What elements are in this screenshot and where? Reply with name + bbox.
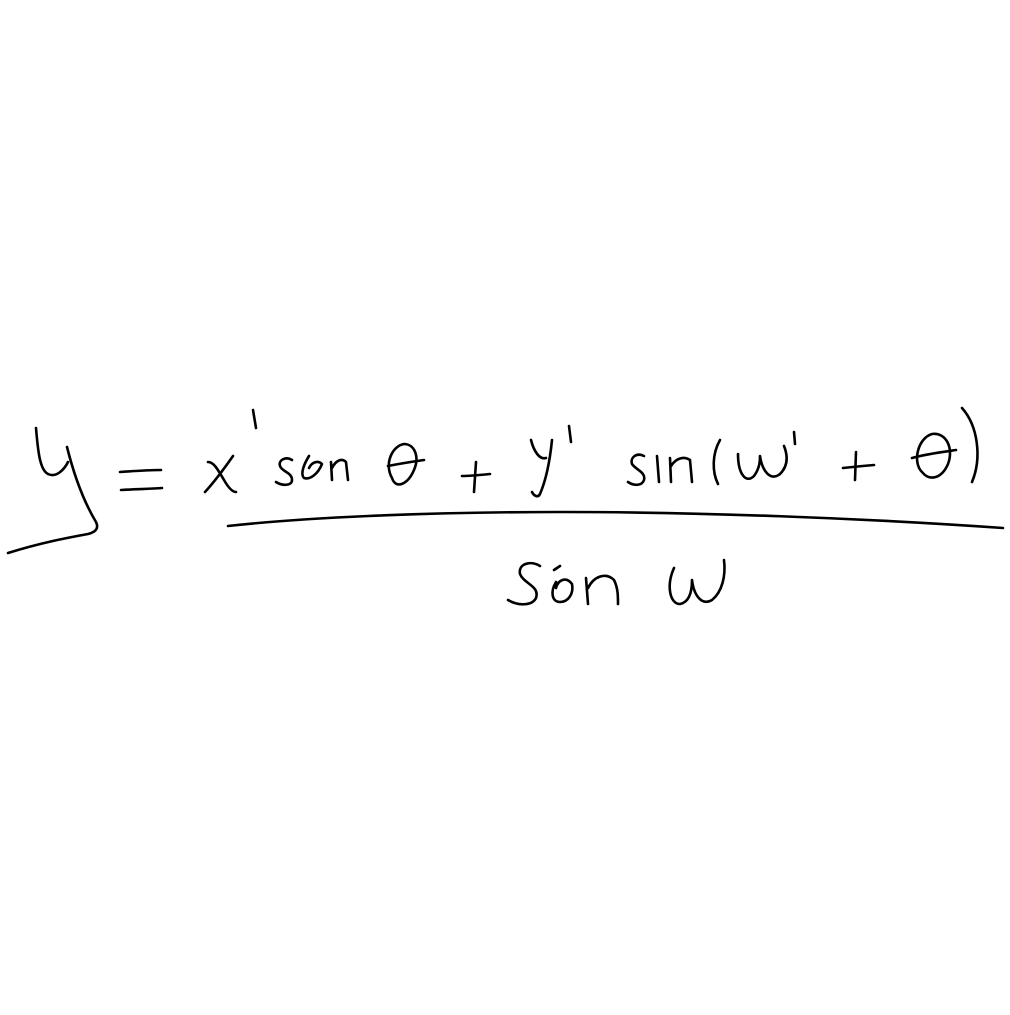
lhs-y [8, 428, 97, 553]
numerator-theta-2 [912, 434, 956, 478]
fraction-bar [228, 512, 1003, 528]
numerator-plus-2 [843, 452, 874, 480]
denominator-omega [670, 560, 725, 604]
equals-sign [120, 470, 162, 490]
numerator-y-prime [531, 426, 571, 496]
denominator-sin [508, 563, 618, 604]
numerator-sin-2 [628, 455, 692, 485]
numerator-theta-1 [388, 444, 424, 484]
numerator-sin-1 [276, 456, 348, 485]
numerator-omega-prime [738, 432, 795, 479]
numerator-x-prime [205, 410, 256, 492]
open-paren [714, 440, 720, 484]
numerator-plus-1 [462, 462, 490, 492]
close-paren [962, 408, 977, 482]
